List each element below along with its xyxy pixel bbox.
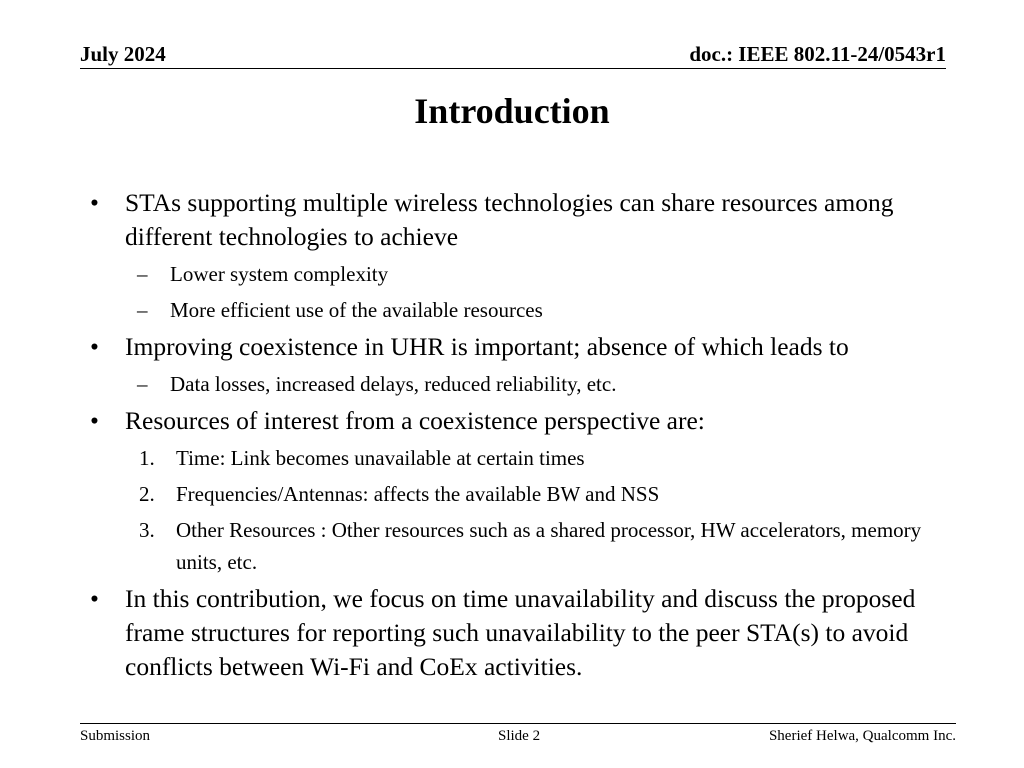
number-marker: 2. (139, 482, 155, 506)
bullet-1 (90, 186, 950, 254)
sub-bullet-text: Data losses, increased delays, reduced reliability, etc. (170, 372, 617, 396)
dash-marker: – (137, 262, 148, 286)
bullet-marker: • (90, 188, 99, 217)
sub-bullet-text: Lower system complexity (170, 262, 389, 286)
sub-bullet (90, 368, 950, 400)
header-date: July 2024 (80, 42, 166, 66)
numbered-item-text: Frequencies/Antennas: affects the available BW and NSS (176, 482, 660, 506)
bullet-marker: • (90, 406, 99, 435)
numbered-item (90, 514, 950, 578)
bullet-4 (90, 582, 950, 684)
bullet-3-text: Resources of interest from a coexistence perspective are: (125, 406, 705, 435)
dash-marker: – (137, 298, 148, 322)
slide-body (90, 186, 950, 688)
bullet-1-text: STAs supporting multiple wireless technologies can share resources among different technologies to achieve (125, 188, 894, 251)
footer-submission: Submission (80, 728, 151, 744)
numbered-item (90, 478, 950, 510)
header-rule (80, 68, 946, 69)
slide-title: Introduction (414, 91, 610, 131)
sub-bullet-text: More efficient use of the available resources (170, 298, 543, 322)
bullet-2-text: Improving coexistence in UHR is important; absence of which leads to (125, 332, 849, 361)
footer-slide-number: Slide 2 (498, 728, 541, 744)
numbered-item-text: Time: Link becomes unavailable at certain times (176, 446, 585, 470)
footer-author: Sherief Helwa, Qualcomm Inc. (768, 728, 956, 744)
sub-bullet (90, 258, 950, 290)
sub-bullet (90, 294, 950, 326)
numbered-item (90, 442, 950, 474)
number-marker: 3. (139, 518, 155, 542)
header-doc-id: doc.: IEEE 802.11-24/0543r1 (689, 42, 946, 66)
bullet-4-text: In this contribution, we focus on time unavailability and discuss the proposed frame structures for reporting such unavailability to the peer STA(s) to avoid conflicts between Wi-Fi and CoEx activities. (125, 584, 916, 681)
dash-marker: – (137, 372, 148, 396)
number-marker: 1. (139, 446, 155, 470)
bullet-2 (90, 330, 950, 364)
bullet-marker: • (90, 332, 99, 361)
footer-rule (80, 723, 956, 724)
bullet-marker: • (90, 584, 99, 613)
numbered-item-text: Other Resources : Other resources such as a shared processor, HW accelerators, memory units, etc. (176, 518, 922, 574)
bullet-3 (90, 404, 950, 438)
